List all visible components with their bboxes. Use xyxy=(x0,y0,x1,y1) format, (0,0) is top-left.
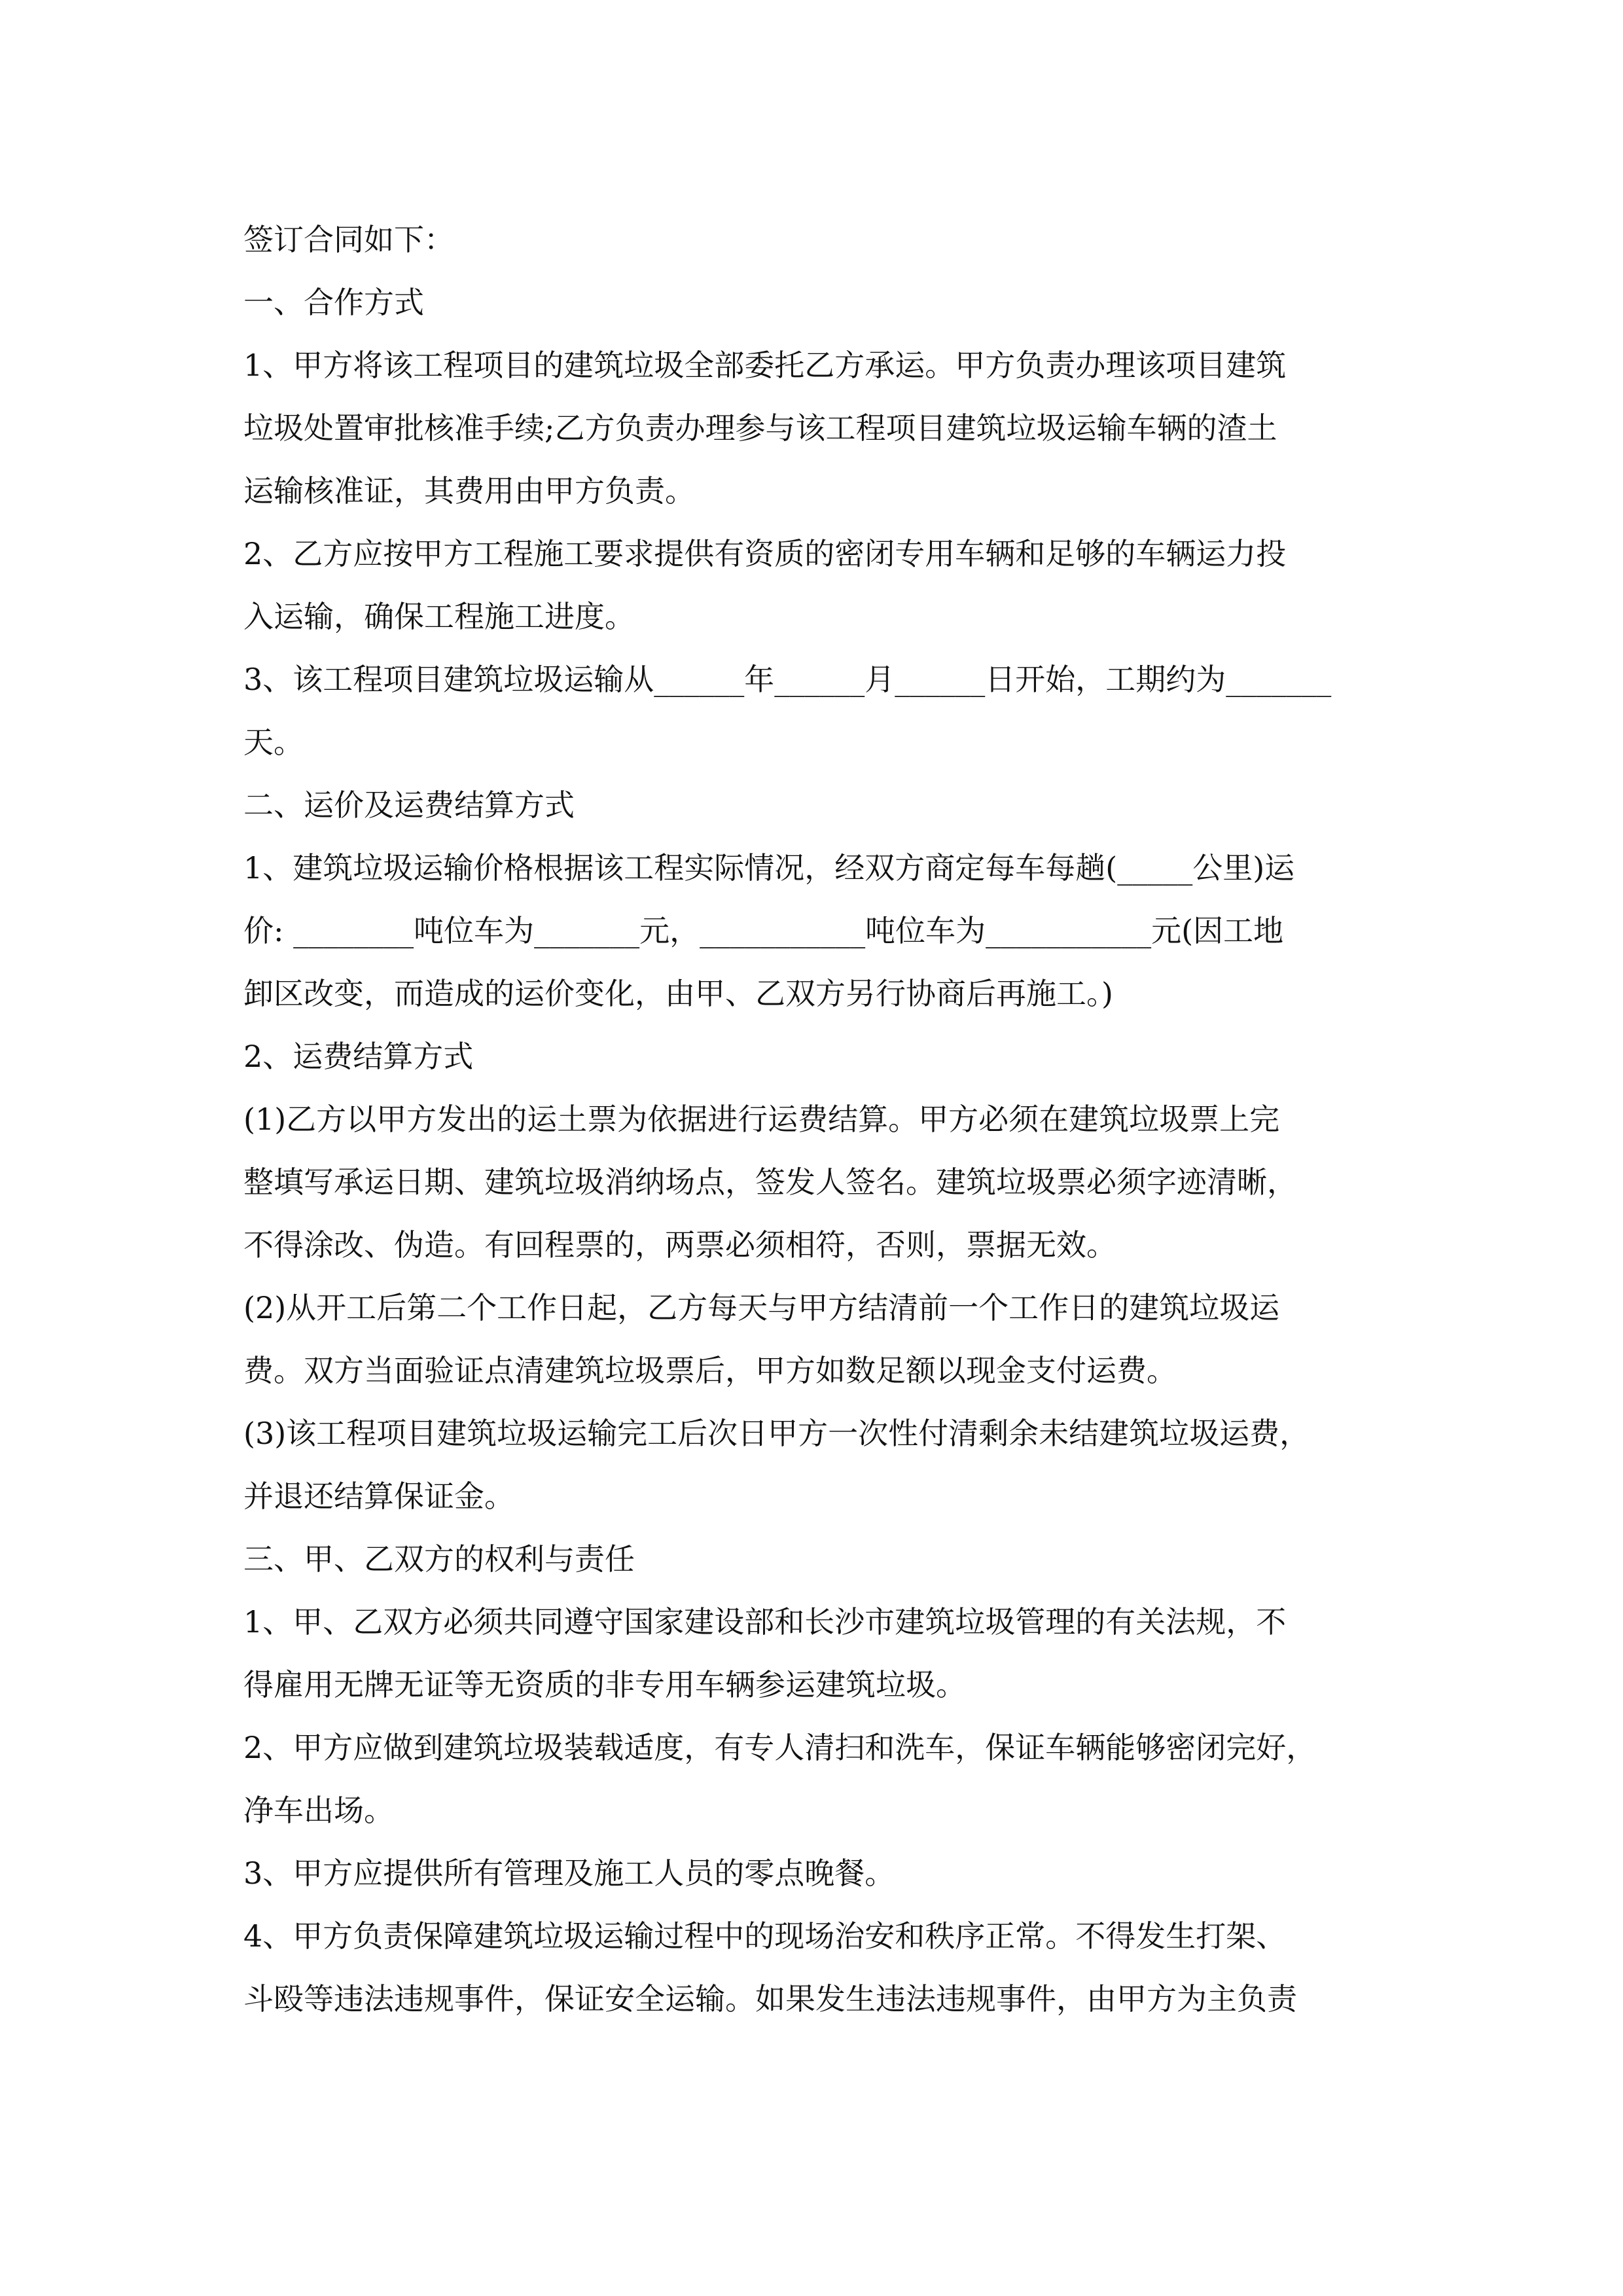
paragraph-line: 2、运费结算方式 xyxy=(243,1039,474,1074)
paragraph-line: 整填写承运日期、建筑垃圾消纳场点，签发人签名。建筑垃圾票必须字迹清晰， xyxy=(243,1164,1297,1200)
paragraph-line: 不得涂改、伪造。有回程票的，两票必须相符，否则，票据无效。 xyxy=(243,1227,1116,1263)
paragraph-line: 卸区改变，而造成的运价变化，由甲、乙双方另行协商后再施工。) xyxy=(243,976,1113,1011)
section-heading-rights: 三、甲、乙双方的权利与责任 xyxy=(243,1541,635,1577)
paragraph-line: 得雇用无牌无证等无资质的非专用车辆参运建筑垃圾。 xyxy=(243,1667,966,1702)
paragraph-line: 斗殴等违法违规事件，保证安全运输。如果发生违法违规事件，由甲方为主负责 xyxy=(243,1981,1297,2017)
paragraph-line: 3、该工程项目建筑垃圾运输从______年______月______日开始，工期约为_______ xyxy=(243,662,1332,697)
section-heading-cooperation: 一、合作方式 xyxy=(243,285,424,320)
paragraph-line: 垃圾处置审批核准手续;乙方负责办理参与该工程项目建筑垃圾运输车辆的渣土 xyxy=(243,410,1277,446)
paragraph-line: 1、甲、乙双方必须共同遵守国家建设部和长沙市建筑垃圾管理的有关法规，不 xyxy=(243,1604,1287,1640)
paragraph-line: 价: ________吨位车为_______元，___________吨位车为___________元(因工地 xyxy=(243,913,1284,948)
paragraph-line: 2、乙方应按甲方工程施工要求提供有资质的密闭专用车辆和足够的车辆运力投 xyxy=(243,536,1287,571)
paragraph-line: 3、甲方应提供所有管理及施工人员的零点晚餐。 xyxy=(243,1856,895,1891)
paragraph-line: 1、建筑垃圾运输价格根据该工程实际情况，经双方商定每车每趟(_____公里)运 xyxy=(243,850,1295,886)
paragraph-line: 4、甲方负责保障建筑垃圾运输过程中的现场治安和秩序正常。不得发生打架、 xyxy=(243,1918,1287,1954)
paragraph-line: (3)该工程项目建筑垃圾运输完工后次日甲方一次性付清剩余未结建筑垃圾运费， xyxy=(243,1416,1310,1451)
section-heading-pricing: 二、运价及运费结算方式 xyxy=(243,787,575,823)
paragraph-line: 天。 xyxy=(243,725,304,760)
paragraph-line: 净车出场。 xyxy=(243,1793,394,1828)
paragraph-line: 费。双方当面验证点清建筑垃圾票后，甲方如数足额以现金支付运费。 xyxy=(243,1353,1177,1388)
intro-line: 签订合同如下： xyxy=(243,222,454,257)
paragraph-line: (2)从开工后第二个工作日起，乙方每天与甲方结清前一个工作日的建筑垃圾运 xyxy=(243,1290,1280,1325)
paragraph-line: 入运输，确保工程施工进度。 xyxy=(243,599,635,634)
contract-body xyxy=(243,208,1382,2030)
paragraph-line: (1)乙方以甲方发出的运土票为依据进行运费结算。甲方必须在建筑垃圾票上完 xyxy=(243,1102,1280,1137)
paragraph-line: 2、甲方应做到建筑垃圾装载适度，有专人清扫和洗车，保证车辆能够密闭完好， xyxy=(243,1730,1317,1765)
paragraph-line: 运输核准证，其费用由甲方负责。 xyxy=(243,473,695,509)
paragraph-line: 1、甲方将该工程项目的建筑垃圾全部委托乙方承运。甲方负责办理该项目建筑 xyxy=(243,348,1287,383)
paragraph-line: 并退还结算保证金。 xyxy=(243,1479,514,1514)
